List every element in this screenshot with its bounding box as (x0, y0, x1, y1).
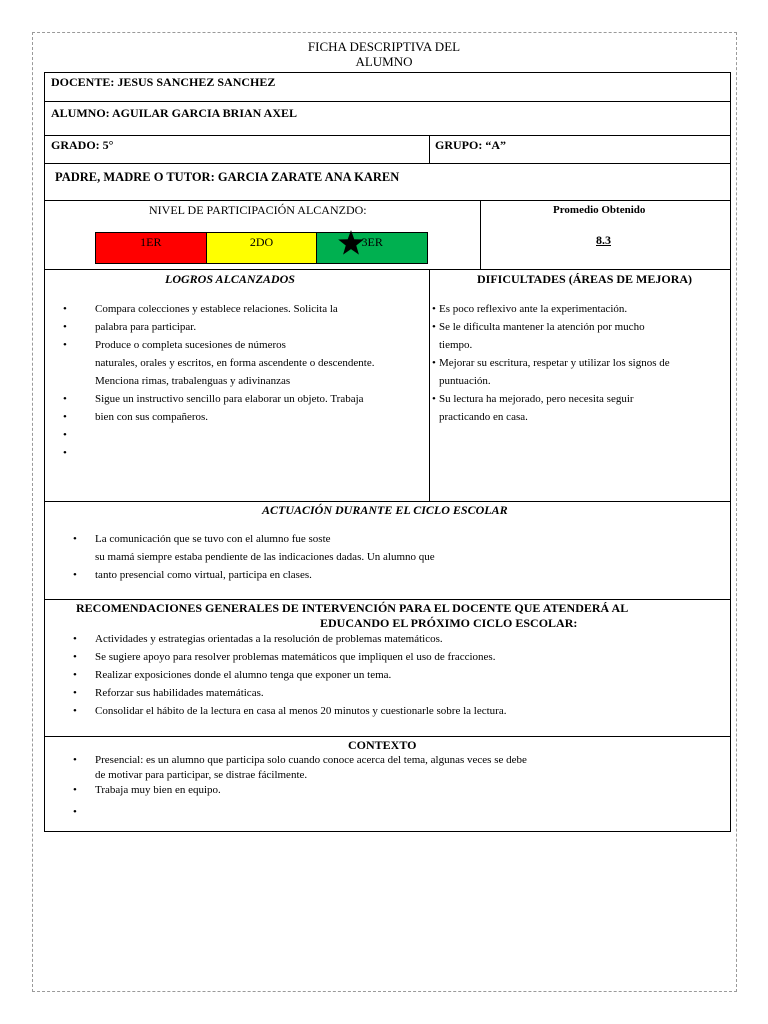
participation-levels (95, 232, 428, 264)
level-2 (206, 233, 317, 263)
list-item-text: bien con sus compañeros. (95, 411, 209, 423)
participation-title: NIVEL DE PARTICIPACIÓN ALCANZDO: (149, 203, 367, 217)
bullet: • (73, 669, 77, 681)
context-list (69, 751, 709, 821)
list-item-text: Su lectura ha mejorado, pero necesita seguir (439, 393, 634, 405)
bullet: • (73, 754, 77, 766)
student-field: ALUMNO: AGUILAR GARCIA BRIAN AXEL (51, 106, 298, 120)
list-item-text: su mamá siempre estaba pendiente de las indicaciones dadas. Un alumno que (95, 551, 435, 563)
bullet: • (73, 569, 77, 581)
list-item-text: practicando en casa. (439, 411, 528, 423)
list-item-text: Se sugiere apoyo para resolver problemas matemáticos que impliquen el uso de fracciones. (95, 651, 496, 663)
level-3-label: 3ER (361, 235, 383, 249)
recommendations-title-line2: EDUCANDO EL PRÓXIMO CICLO ESCOLAR: (320, 616, 578, 630)
achievement-line (59, 390, 419, 408)
bullet: • (63, 429, 67, 441)
list-item-text: Produce o completa sucesiones de números (95, 339, 286, 351)
bullet: • (73, 806, 77, 818)
difficulty-line (432, 372, 728, 390)
level-1 (96, 233, 206, 263)
document-title-line2: ALUMNO (355, 54, 413, 69)
achievements-title: LOGROS ALCANZADOS (165, 272, 295, 286)
bullet: • (63, 321, 67, 333)
list-item-text: palabra para participar. (95, 321, 197, 333)
performance-line (69, 530, 709, 548)
achievement-line (59, 336, 419, 354)
context-title: CONTEXTO (348, 738, 417, 752)
student-form (44, 72, 731, 832)
list-item-text: Mejorar su escritura, respetar y utilizar los signos de (439, 357, 670, 369)
list-item-text: Actividades y estrategias orientadas a la resolución de problemas matemáticos. (95, 633, 443, 645)
achievement-line (59, 372, 419, 390)
difficulties-title: DIFICULTADES (ÁREAS DE MEJORA) (477, 272, 693, 286)
teacher-field: DOCENTE: JESUS SANCHEZ SANCHEZ (51, 75, 276, 89)
bullet: • (73, 651, 77, 663)
average-value: 8.3 (596, 233, 611, 247)
difficulty-line (432, 408, 728, 426)
difficulty-line (432, 390, 728, 408)
level-1-label: 1ER (140, 235, 162, 249)
bullet: • (63, 339, 67, 351)
list-item-text: Se le dificulta mantener la atención por mucho (439, 321, 645, 333)
recommendation-item (69, 630, 709, 648)
achievement-line (59, 444, 419, 462)
difficulty-line (432, 300, 728, 318)
list-item-text: Es poco reflexivo ante la experimentación. (439, 303, 628, 315)
achievement-line (59, 300, 419, 318)
list-item-text: Compara colecciones y establece relaciones. Solicita la (95, 303, 338, 315)
list-item-text: Consolidar el hábito de la lectura en casa al menos 20 minutos y cuestionarle sobre la lectura. (95, 705, 507, 717)
average-label: Promedio Obtenido (553, 204, 646, 216)
difficulty-line (432, 354, 728, 372)
recommendation-item (69, 666, 709, 684)
list-item-text: Menciona rimas, trabalenguas y adivinanzas (95, 375, 291, 387)
performance-line (69, 548, 709, 566)
bullet: • (73, 687, 77, 699)
list-item-text: Reforzar sus habilidades matemáticas. (95, 687, 264, 699)
bullet: • (432, 357, 436, 369)
list-item-text: de motivar para participar, se distrae fácilmente. (95, 769, 308, 781)
difficulties-list (432, 300, 728, 426)
bullet: • (63, 411, 67, 423)
level-2-label: 2DO (249, 235, 274, 249)
achievements-list (59, 300, 419, 462)
level-3 (316, 233, 427, 263)
context-line (69, 781, 709, 803)
bullet: • (432, 321, 436, 333)
difficulty-line (432, 336, 728, 354)
achievement-line (59, 408, 419, 426)
bullet: • (63, 303, 67, 315)
recommendation-item (69, 702, 709, 720)
achievement-line (59, 354, 419, 372)
list-item-text: Presencial: es un alumno que participa solo cuando conoce acerca del tema, algunas veces se debe (95, 754, 527, 766)
bullet: • (73, 633, 77, 645)
bullet: • (432, 393, 436, 405)
list-item-text: La comunicación que se tuvo con el alumno fue soste (95, 533, 331, 545)
tutor-field: PADRE, MADRE O TUTOR: GARCIA ZARATE ANA KAREN (55, 170, 400, 184)
grade-field: GRADO: 5° (51, 138, 114, 152)
context-line (69, 766, 709, 781)
recommendations-title-line1: RECOMENDACIONES GENERALES DE INTERVENCIÓN PARA EL DOCENTE QUE ATENDERÁ AL (76, 601, 629, 615)
context-line (69, 803, 709, 821)
performance-title: ACTUACIÓN DURANTE EL CICLO ESCOLAR (262, 503, 508, 517)
bullet: • (63, 393, 67, 405)
group-field: GRUPO: “A” (435, 138, 506, 152)
list-item-text: naturales, orales y escritos, en forma ascendente o descendente. (95, 357, 375, 369)
list-item-text: tiempo. (439, 339, 473, 351)
recommendation-item (69, 684, 709, 702)
bullet: • (73, 784, 77, 796)
document-title-line1: FICHA DESCRIPTIVA DEL (307, 39, 461, 54)
context-line (69, 751, 709, 766)
list-item-text: tanto presencial como virtual, participa en clases. (95, 569, 312, 581)
recommendation-item (69, 648, 709, 666)
bullet: • (63, 447, 67, 459)
recommendations-list (69, 630, 709, 720)
difficulty-line (432, 318, 728, 336)
list-item-text: Trabaja muy bien en equipo. (95, 784, 221, 796)
list-item-text: puntuación. (439, 375, 491, 387)
bullet: • (73, 705, 77, 717)
bullet: • (73, 533, 77, 545)
performance-line (69, 566, 709, 584)
performance-list (69, 530, 709, 584)
bullet: • (432, 303, 436, 315)
list-item-text: Sigue un instructivo sencillo para elaborar un objeto. Trabaja (95, 393, 364, 405)
list-item-text: Realizar exposiciones donde el alumno tenga que exponer un tema. (95, 669, 392, 681)
achievement-line (59, 318, 419, 336)
achievement-line (59, 426, 419, 444)
